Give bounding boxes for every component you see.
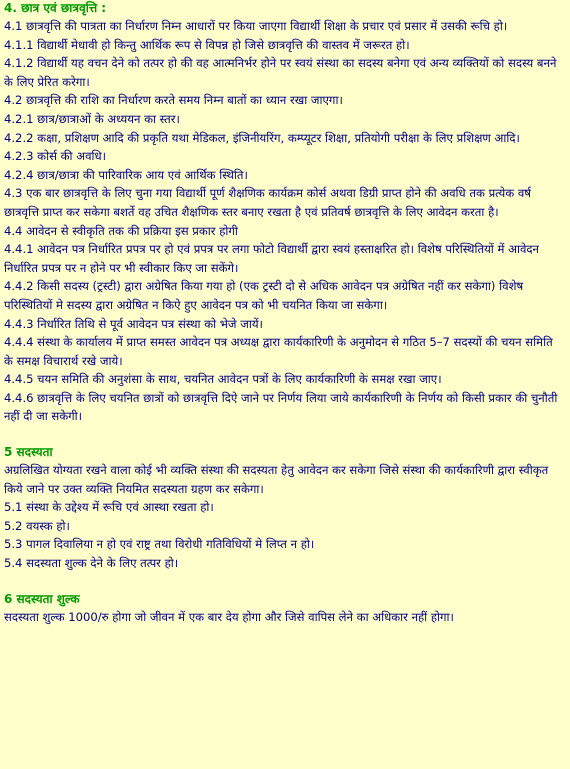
- clause-4-4-3: 4.4.3 निर्धारित तिथि से पूर्व आवेदन पत्र संस्था को भेजे जायें।: [4, 316, 263, 331]
- clause-4-2-3: 4.2.3 कोर्स की अवधि।: [4, 149, 107, 164]
- clause-5-4: 5.4 सदस्यता शुल्क देने के लिए तत्पर हो।: [4, 556, 179, 571]
- clause-4-4-2: 4.4.2 किसी सदस्य (ट्रस्टी) द्वारा अग्रेषित किया गया हो (एक ट्रस्टी दो से अधिक आवेदन पत्र अग्रेषित नहीं कर सकेगा) विशेष परिस्थितियों मे सदस्य द्वारा अग्रेषित न किऐ हुए आवेदन पत्र को भी चयनित किया जा सकेगा।: [4, 279, 524, 312]
- clause-4-4: 4.4 आवेदन से स्वीकृति तक की प्रक्रिया इस प्रकार होगी: [4, 223, 238, 238]
- clause-4-2-4: 4.2.4 छात्र/छात्रा की पारिवारिक आय एवं आर्थिक स्थिति।: [4, 167, 248, 182]
- clause-4-2-1: 4.2.1 छात्र/छात्राओं के अध्ययन का स्तर।: [4, 111, 180, 126]
- clause-4-2: 4.2 छात्रवृत्ति की राशि का निर्धारण करते समय निम्न बातों का ध्यान रखा जाएगा।: [4, 93, 343, 108]
- section-spacer: [4, 426, 564, 444]
- section-student-scholarship: [4, 0, 564, 426]
- clause-4-4-4: 4.4.4 संस्था के कार्यालय में प्राप्त समस्त आवेदन पत्र अध्यक्ष द्वारा कार्यकारिणी के अनुमोदन से गठित 5–7 सदस्यों की चयन समिति के समक्ष विचारार्थ रखे जाये।: [4, 335, 553, 368]
- clause-4-3: 4.3 एक बार छात्रवृत्ति के लिए चुना गया विद्यार्थी पूर्ण शैक्षणिक कार्यक्रम कोर्स अथवा डिग्री प्राप्त होने की अवधि तक प्रत्येक वर्ष छात्रवृत्ति प्राप्त कर सकेगा बशर्ते वह उचित शैक्षणिक स्तर बनाए रखता है एवं प्रतिवर्ष छात्रवृत्ति के लिए आवेदन करता है।: [4, 186, 531, 219]
- clause-5-3: 5.3 पागल दिवालिया न हो एवं राष्ट्र तथा विरोधी गतिविधियों मे लिप्त न हो।: [4, 537, 315, 552]
- section-membership-fee: [4, 591, 564, 627]
- clause-4-4-5: 4.4.5 चयन समिति की अनुशंसा के साथ, चयनित आवेदन पत्रों के लिए कार्यकारिणी के समक्ष रखा जाए।: [4, 372, 442, 387]
- membership-fee-text: सदस्यता शुल्क 1000/रु होगा जो जीवन में एक बार देय होगा और जिसे वापिस लेने का अधिकार नहीं होगा।: [4, 609, 454, 624]
- clause-4-4-6: 4.4.6 छात्रवृत्ति के लिए चयनित छात्रों को छात्रवृत्ति दिऐ जाने पर निर्णय लिया जाये कार्यकारिणी के निर्णय को किसी प्रकार की चुनौती नहीं दी जा सकेगी।: [4, 390, 558, 424]
- section-heading: 5 सदस्यता: [4, 445, 53, 460]
- clause-5-2: 5.2 वयस्क हो।: [4, 518, 70, 533]
- section-membership: [4, 444, 564, 573]
- clause-4-2-2: 4.2.2 कक्षा, प्रशिक्षण आदि की प्रकृति यथा मेडिकल, इंजिनीयरिंग, कम्प्यूटर शिक्षा, प्रतियोगी परीक्षा के लिए प्रशिक्षण आदि।: [4, 130, 520, 145]
- clause-4-1-2: 4.1.2 विद्यार्थी यह वचन देने को तत्पर हो की वह आत्मनिर्भर होने पर स्वयं संस्था का सदस्य बनेगा एवं अन्य व्यक्तियों को सदस्य बनने के लिए प्रेरित करेगा।: [4, 56, 557, 89]
- section-heading: 6 सदस्यता शुल्क: [4, 591, 80, 606]
- section-heading: 4. छात्र एवं छात्रवृत्ति :: [4, 1, 107, 15]
- clause-4-4-1: 4.4.1 आवेदन पत्र निर्धारित प्रपत्र पर हो एवं प्रपत्र पर लगा फोटो विद्यार्थी द्वारा स्वयं हस्ताक्षरित हो। विशेष परिस्थितियों में आवेदन निर्धारित प्रपत्र पर न होने पर भी स्वीकार किए जा सकेंगे।: [4, 242, 539, 275]
- membership-intro: अग्रलिखित योग्यता रखने वाला कोई भी व्यक्ति संस्था की सदस्यता हेतु आवेदन कर सकेगा जिसे संस्था की कार्यकारिणी द्वारा स्वीकृत किये जाने पर उक्त व्यक्ति नियमित सदस्यता ग्रहण कर सकेगा।: [4, 463, 549, 496]
- clause-5-1: 5.1 संस्था के उद्देश्य में रूचि एवं आस्था रखता हो।: [4, 500, 214, 515]
- clause-4-1-1: 4.1.1 विद्यार्थी मेधावी हो किन्तु आर्थिक रूप से विपन्न हो जिसे छात्रवृत्ति की वास्तव में जरूरत हो।: [4, 37, 410, 52]
- section-spacer: [4, 573, 564, 591]
- clause-4-1: 4.1 छात्रवृत्ति की पात्रता का निर्धारण निम्न आधारों पर किया जाएगा विद्यार्थी शिक्षा के प्रचार एवं प्रसार में उसकी रूचि हो।: [4, 19, 508, 33]
